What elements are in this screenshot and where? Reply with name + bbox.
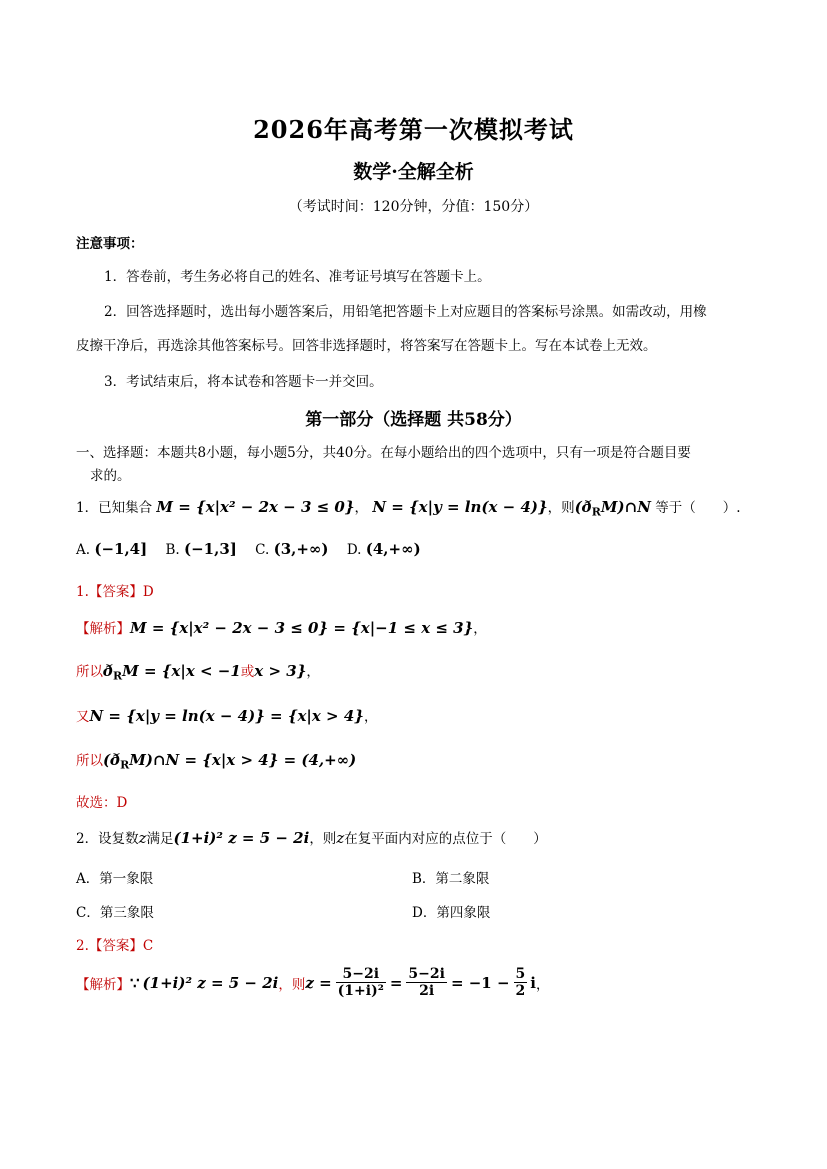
note-item-2-line-1: 2．回答选择题时，选出每小题答案后，用铅笔把答题卡上对应题目的答案标号涂黑。如需改动，用橡 [104, 304, 707, 320]
question-1-set-m: M = {x|x² − 2x − 3 ≤ 0} [156, 498, 355, 516]
note-item-1: 1．答卷前，考生务必将自己的姓名、准考证号填写在答题卡上。 [104, 269, 491, 285]
option-c-value: (3,+∞) [273, 540, 329, 558]
question-1-expr-2: M)∩N [600, 498, 651, 516]
option-b-label: B. [165, 542, 180, 558]
page-subtitle: 数学·全解全析 [353, 161, 474, 183]
question-1-set-n: N = {x|y = ln(x − 4)} [372, 498, 548, 516]
question-2-option-a: A．第一象限 [76, 871, 154, 887]
option-d-value: (4,+∞) [365, 540, 421, 558]
analysis-2-sub-r: R [113, 669, 123, 683]
q2-analysis-label: 【解析】 [76, 976, 130, 993]
notes-heading: 注意事项： [76, 236, 144, 252]
note-item-3: 3．考试结束后，将本试卷和答题卡一并交回。 [104, 374, 383, 390]
option-b-value: (−1,3] [184, 540, 237, 558]
question-1-answer: 1.【答案】D [76, 584, 154, 600]
analysis-label: 【解析】 [76, 621, 130, 637]
analysis-2-a: ð [103, 662, 114, 680]
question-2-analysis [76, 966, 550, 999]
q2-equals-2: = −1 − [450, 973, 510, 992]
question-2-mid-2: ，则 [309, 831, 337, 847]
fraction-1-numerator: 5−2i [336, 966, 386, 983]
q2-end: ， [536, 976, 550, 993]
analysis-2-b: M = {x|x < −1 [122, 662, 241, 680]
fraction-1 [336, 966, 386, 999]
part1-title: 第一部分（选择题 共58分） [305, 410, 522, 430]
q2-because: ∵ [130, 973, 140, 992]
analysis-3-math: N = {x|y = ln(x − 4)} = {x|x > 4} [89, 707, 364, 725]
option-a-label: A. [76, 542, 91, 558]
fraction-1-denominator: (1+i)² [337, 983, 384, 999]
question-1-sub-r: R [591, 505, 601, 519]
question-1-expr: (ð [574, 498, 592, 516]
q2-analysis-eq: (1+i)² z = 5 − 2i [142, 973, 279, 992]
q2-equals: = [389, 973, 403, 992]
so-label: 所以 [76, 664, 103, 680]
question-2-option-c: C．第三象限 [76, 905, 154, 921]
question-1-mid: ，则 [547, 500, 575, 516]
analysis-4-a: (ð [103, 751, 121, 769]
q2-then: ，则 [278, 976, 306, 993]
analysis-4-sub-r: R [120, 758, 130, 772]
question-2-z-2: z [336, 829, 345, 847]
fraction-3-denominator: 2 [515, 983, 526, 999]
fraction-2 [406, 966, 447, 999]
analysis-1-math: M = {x|x² − 2x − 3 ≤ 0} = {x|−1 ≤ x ≤ 3} [130, 619, 474, 637]
fraction-3 [514, 966, 528, 999]
analysis-2-comma: ， [306, 664, 320, 680]
page-title: 2026年高考第一次模拟考试 [253, 115, 574, 144]
exam-info: （考试时间：120分钟，分值：150分） [288, 199, 539, 215]
part1-instruction-line-1: 一、选择题：本题共8小题，每小题5分，共40分。在每小题给出的四个选项中，只有一项是符合题目要 [76, 445, 691, 461]
analysis-4-b: M)∩N = {x|x > 4} = (4,+∞) [129, 751, 357, 769]
question-1-analysis-line-3 [76, 705, 377, 725]
question-2-option-d: D．第四象限 [412, 905, 491, 921]
option-c-label: C. [255, 542, 270, 558]
question-2-answer: 2.【答案】C [76, 938, 154, 954]
analysis-3-comma: ， [363, 709, 378, 725]
option-a-value: (−1,4] [94, 540, 148, 558]
question-2-prefix: 2．设复数 [76, 831, 139, 847]
question-1-conclusion: 故选：D [76, 795, 128, 811]
analysis-1-comma: ， [473, 621, 487, 637]
question-1-options [76, 540, 421, 558]
question-1-analysis-line-1 [76, 617, 487, 637]
fraction-3-numerator: 5 [515, 966, 526, 982]
analysis-2-or: 或 [240, 664, 255, 680]
q2-i: i [530, 973, 536, 992]
analysis-2-c: x > 3} [254, 662, 307, 680]
question-2-z: z [138, 829, 147, 847]
note-item-2-line-2: 皮擦干净后，再选涂其他答案标号。回答非选择题时，将答案写在答题卡上。写在本试卷上无效。 [76, 338, 657, 354]
question-2-suffix: 在复平面内对应的点位于（ ） [344, 831, 547, 847]
so-label-2: 所以 [76, 753, 103, 769]
question-2-mid: 满足 [146, 831, 174, 847]
question-1-analysis-line-4 [76, 749, 356, 772]
also-label: 又 [76, 709, 90, 725]
question-1-prefix: 1．已知集合 [76, 500, 153, 516]
fraction-2-denominator: 2i [419, 983, 435, 999]
question-1-suffix: 等于（ ）. [655, 500, 741, 516]
option-d-label: D. [346, 542, 362, 558]
question-1 [76, 496, 741, 519]
q2-z-eq: z = [305, 973, 332, 992]
question-1-analysis-line-2 [76, 660, 320, 683]
question-1-separator: ， [354, 500, 369, 516]
fraction-2-numerator: 5−2i [408, 966, 445, 982]
question-2 [76, 827, 547, 847]
question-2-eq: (1+i)² z = 5 − 2i [173, 829, 310, 847]
part1-instruction-line-2: 求的。 [90, 468, 131, 484]
question-2-option-b: B．第二象限 [412, 871, 490, 887]
